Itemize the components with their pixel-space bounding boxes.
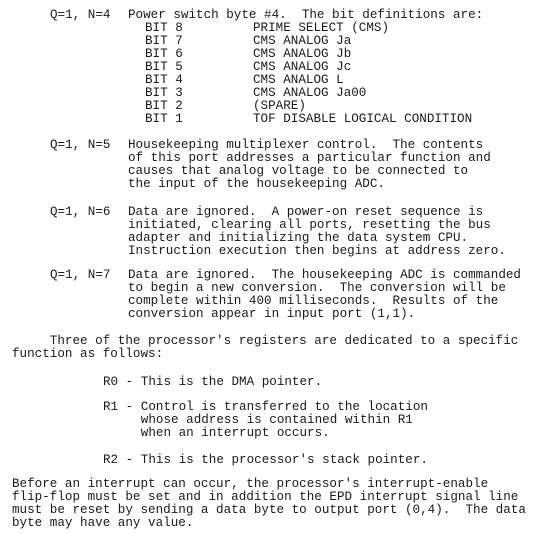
section-text-line: adapter and initializing the data system CPU. bbox=[128, 231, 469, 245]
section-text-line: the input of the housekeeping ADC. bbox=[128, 177, 385, 191]
bit-description: TOF DISABLE LOGICAL CONDITION bbox=[253, 112, 473, 126]
bit-label: BIT 4 bbox=[145, 73, 183, 87]
bit-description: CMS ANALOG Jc bbox=[253, 60, 352, 74]
section-label-n7: Q=1, N=7 bbox=[50, 268, 111, 282]
register-r1-line: R1 - Control is transferred to the location bbox=[103, 400, 428, 414]
bit-label: BIT 6 bbox=[145, 47, 183, 61]
bit-description: CMS ANALOG Ja00 bbox=[253, 86, 367, 100]
bit-label: BIT 5 bbox=[145, 60, 183, 74]
bit-label: BIT 7 bbox=[145, 34, 183, 48]
section-text-line: of this port addresses a particular function and bbox=[128, 151, 491, 165]
register-r1-line: whose address is contained within R1 bbox=[103, 413, 413, 427]
bit-description: (SPARE) bbox=[253, 99, 306, 113]
bit-label: BIT 2 bbox=[145, 99, 183, 113]
register-r0: R0 - This is the DMA pointer. bbox=[103, 375, 323, 389]
section-text-line: initiated, clearing all ports, resetting the bus bbox=[128, 218, 491, 232]
bit-description: PRIME SELECT (CMS) bbox=[253, 21, 390, 35]
bit-label: BIT 3 bbox=[145, 86, 183, 100]
bit-description: CMS ANALOG L bbox=[253, 73, 344, 87]
section-heading-n4: Power switch byte #4. The bit definitions are: bbox=[128, 8, 484, 22]
section-label-n6: Q=1, N=6 bbox=[50, 205, 111, 219]
closing-line: Before an interrupt can occur, the processor's interrupt-enable bbox=[12, 477, 489, 491]
bit-label: BIT 1 bbox=[145, 112, 183, 126]
section-text-line: Housekeeping multiplexer control. The contents bbox=[128, 138, 484, 152]
section-text-line: to begin a new conversion. The conversion will be bbox=[128, 281, 506, 295]
section-text-line: Instruction execution then begins at address zero. bbox=[128, 244, 506, 258]
closing-line: byte may have any value. bbox=[12, 516, 194, 530]
bit-description: CMS ANALOG Ja bbox=[253, 34, 352, 48]
closing-line: must be reset by sending a data byte to output port (0,4). The data bbox=[12, 503, 526, 517]
bit-label: BIT 8 bbox=[145, 21, 183, 35]
section-text-line: causes that analog voltage to be connected to bbox=[128, 164, 469, 178]
register-r1-line: when an interrupt occurs. bbox=[103, 426, 330, 440]
section-text-line: Data are ignored. The housekeeping ADC is commanded bbox=[128, 268, 521, 282]
register-r2: R2 - This is the processor's stack pointer. bbox=[103, 453, 428, 467]
section-text-line: complete within 400 milliseconds. Results of the bbox=[128, 294, 499, 308]
registers-intro-line: Three of the processor's registers are dedicated to a specific bbox=[12, 334, 519, 348]
bit-description: CMS ANALOG Jb bbox=[253, 47, 352, 61]
section-text-line: Data are ignored. A power-on reset sequence is bbox=[128, 205, 484, 219]
section-label-n4: Q=1, N=4 bbox=[50, 8, 111, 22]
closing-line: flip-flop must be set and in addition the EPD interrupt signal line bbox=[12, 490, 519, 504]
section-label-n5: Q=1, N=5 bbox=[50, 138, 111, 152]
section-text-line: conversion appear in input port (1,1). bbox=[128, 307, 416, 321]
registers-intro-line: function as follows: bbox=[12, 347, 164, 361]
